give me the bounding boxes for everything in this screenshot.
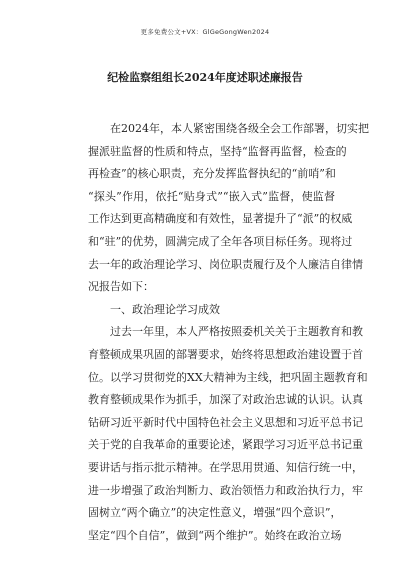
paragraph-1-line-8: 况报告如下： xyxy=(88,280,154,294)
paragraph-2-line-5: 钻研习近平新时代中国特色社会主义思想和习近平总书记 xyxy=(88,415,363,429)
section-heading: 一、政治理论学习成效 xyxy=(110,302,220,316)
paragraph-2-line-1: 过去一年里，本人严格按照委机关关于主题教育和教 xyxy=(110,325,363,339)
page-header: 更多免费公文+VX：GlGeGongWen2024 xyxy=(140,28,270,36)
paragraph-1-line-2: 握派驻监督的性质和特点，坚持“监督再监督，检查的 xyxy=(88,144,347,158)
paragraph-2-line-8: 进一步增强了政治判断力、政治领悟力和政治执行力，牢 xyxy=(88,483,363,497)
document-body xyxy=(88,118,369,547)
paragraph-2-line-10: 坚定“四个自信”，做到“两个维护”。始终在政治立场 xyxy=(88,528,342,542)
paragraph-2-line-3: 位。以学习贯彻党的XX大精神为主线，把巩固主题教育和 xyxy=(88,370,368,384)
paragraph-1-line-7: 去一年的政治理论学习、岗位职责履行及个人廉洁自律情 xyxy=(88,257,363,271)
paragraph-1-line-4: “探头”作用，依托“贴身式”“嵌入式”监督，使监督 xyxy=(88,189,335,203)
paragraph-2-line-2: 育整顿成果巩固的部署要求，始终将思想政治建设置于首 xyxy=(88,347,363,361)
paragraph-1-line-5: 工作达到更高精确度和有效性，显著提升了“派”的权威 xyxy=(88,212,353,226)
document-title: 纪检监察组组长2024年度述职述廉报告 xyxy=(107,71,303,84)
paragraph-2-line-7: 要讲话与指示批示精神。在学思用贯通、知信行统一中， xyxy=(88,460,363,474)
paragraph-1-line-1: 在2024年，本人紧密围绕各级全会工作部署，切实把 xyxy=(110,122,369,135)
paragraph-1-line-6: 和“驻”的优势，圆满完成了全年各项目标任务。现将过 xyxy=(88,234,353,248)
paragraph-2-line-4: 教育整顿成果作为抓手，加深了对政治忠诚的认识。认真 xyxy=(88,393,363,407)
paragraph-2-line-9: 固树立“两个确立”的决定性意义，增强“四个意识”， xyxy=(88,506,342,520)
paragraph-1-line-3: 再检查”的核心职责，充分发挥监督执纪的“前哨”和 xyxy=(88,167,336,181)
paragraph-2-line-6: 关于党的自我革命的重要论述，紧跟学习习近平总书记重 xyxy=(88,438,363,452)
